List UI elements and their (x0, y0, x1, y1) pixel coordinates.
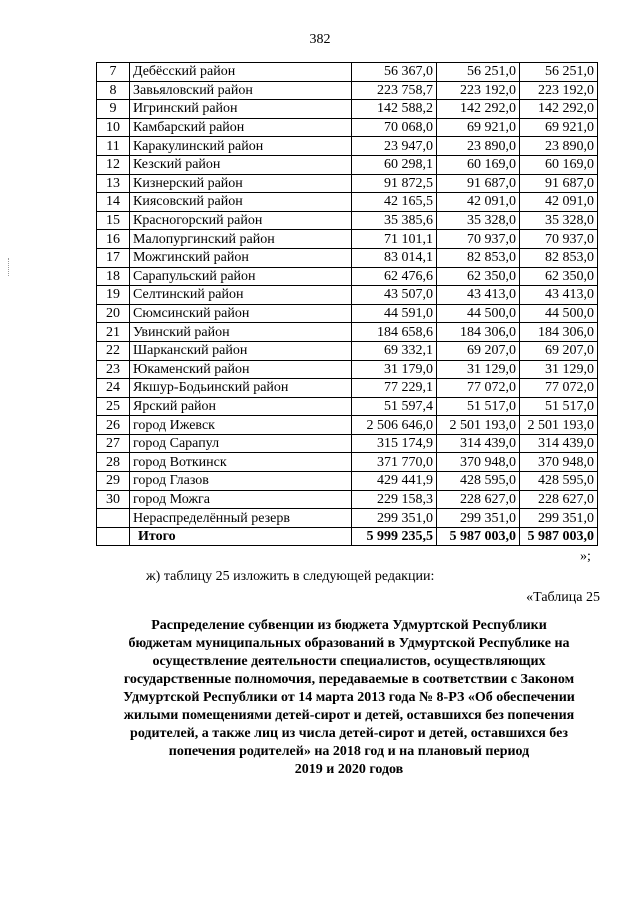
table-row (97, 81, 598, 100)
row-number: 18 (97, 267, 130, 286)
municipality-name: Якшур-Бодьинский район (130, 379, 352, 398)
value-2020: 31 129,0 (520, 360, 598, 379)
value-2019: 184 306,0 (437, 323, 520, 342)
row-number: 26 (97, 416, 130, 435)
value-2018: 71 101,1 (352, 230, 437, 249)
table-row (97, 453, 598, 472)
table-row (97, 100, 598, 119)
value-2018: 83 014,1 (352, 248, 437, 267)
table-row (97, 174, 598, 193)
row-number: 19 (97, 286, 130, 305)
table-row (97, 155, 598, 174)
value-2020: 2 501 193,0 (520, 416, 598, 435)
table-total-row (97, 527, 598, 546)
row-number: 20 (97, 304, 130, 323)
municipality-name: город Глазов (130, 472, 352, 491)
value-2019: 51 517,0 (437, 397, 520, 416)
value-2019: 314 439,0 (437, 434, 520, 453)
table-row (97, 267, 598, 286)
row-number: 28 (97, 453, 130, 472)
value-2019: 31 129,0 (437, 360, 520, 379)
row-number: 25 (97, 397, 130, 416)
value-2020: 91 687,0 (520, 174, 598, 193)
closing-quote: »; (580, 549, 591, 564)
municipality-name: Кизнерский район (130, 174, 352, 193)
heading-line: родителей, а также лиц из числа детей-сирот и детей, оставшихся без (130, 726, 568, 741)
row-number: 23 (97, 360, 130, 379)
value-2020: 35 328,0 (520, 211, 598, 230)
municipality-name: Красногорский район (130, 211, 352, 230)
table-row (97, 211, 598, 230)
value-2020: 370 948,0 (520, 453, 598, 472)
municipality-name: Шарканский район (130, 341, 352, 360)
municipality-name: Ярский район (130, 397, 352, 416)
row-number: 30 (97, 490, 130, 509)
value-2019: 299 351,0 (437, 509, 520, 528)
municipality-name: Нераспределённый резерв (130, 509, 352, 528)
value-2019: 60 169,0 (437, 155, 520, 174)
table-row (97, 509, 598, 528)
row-number: 12 (97, 155, 130, 174)
municipality-name: Камбарский район (130, 118, 352, 137)
amendment-text: ж) таблицу 25 изложить в следующей редакции: (146, 569, 435, 584)
value-2019: 2 501 193,0 (437, 416, 520, 435)
value-2019: 56 251,0 (437, 63, 520, 82)
value-2018: 2 506 646,0 (352, 416, 437, 435)
value-2020: 44 500,0 (520, 304, 598, 323)
table-row (97, 323, 598, 342)
value-2019: 428 595,0 (437, 472, 520, 491)
value-2018: 142 588,2 (352, 100, 437, 119)
municipality-name: Сюмсинский район (130, 304, 352, 323)
value-2020: 70 937,0 (520, 230, 598, 249)
value-2018: 23 947,0 (352, 137, 437, 156)
value-2020: 62 350,0 (520, 267, 598, 286)
table-row (97, 341, 598, 360)
value-2018: 51 597,4 (352, 397, 437, 416)
value-2018: 43 507,0 (352, 286, 437, 305)
row-number (97, 509, 130, 528)
value-2018: 31 179,0 (352, 360, 437, 379)
value-2018: 56 367,0 (352, 63, 437, 82)
margin-mark (8, 258, 10, 276)
municipality-name: Завьяловский район (130, 81, 352, 100)
value-2018: 229 158,3 (352, 490, 437, 509)
value-2020: 23 890,0 (520, 137, 598, 156)
table-row (97, 379, 598, 398)
value-2020: 184 306,0 (520, 323, 598, 342)
row-number: 7 (97, 63, 130, 82)
row-number: 8 (97, 81, 130, 100)
municipality-name: Увинский район (130, 323, 352, 342)
value-2020: 77 072,0 (520, 379, 598, 398)
value-2018: 91 872,5 (352, 174, 437, 193)
value-2019: 142 292,0 (437, 100, 520, 119)
row-number: 17 (97, 248, 130, 267)
row-number: 9 (97, 100, 130, 119)
value-2020: 42 091,0 (520, 193, 598, 212)
value-2018: 44 591,0 (352, 304, 437, 323)
table-row (97, 304, 598, 323)
value-2020: 51 517,0 (520, 397, 598, 416)
value-2018: 299 351,0 (352, 509, 437, 528)
total-2020: 5 987 003,0 (520, 527, 598, 546)
value-2019: 43 413,0 (437, 286, 520, 305)
value-2020: 56 251,0 (520, 63, 598, 82)
value-2019: 70 937,0 (437, 230, 520, 249)
table-row (97, 118, 598, 137)
municipality-name: Каракулинский район (130, 137, 352, 156)
value-2019: 42 091,0 (437, 193, 520, 212)
table-row (97, 360, 598, 379)
value-2019: 91 687,0 (437, 174, 520, 193)
heading-line: Удмуртской Республики от 14 марта 2013 года № 8-РЗ «Об обеспечении (123, 690, 575, 705)
value-2019: 23 890,0 (437, 137, 520, 156)
value-2019: 228 627,0 (437, 490, 520, 509)
value-2018: 77 229,1 (352, 379, 437, 398)
municipality-name: Можгинский район (130, 248, 352, 267)
heading-line: осуществление деятельности специалистов, осуществляющих (152, 654, 546, 669)
row-number: 24 (97, 379, 130, 398)
heading-line: 2019 и 2020 годов (294, 762, 404, 777)
value-2020: 60 169,0 (520, 155, 598, 174)
value-2019: 44 500,0 (437, 304, 520, 323)
value-2018: 62 476,6 (352, 267, 437, 286)
value-2020: 69 921,0 (520, 118, 598, 137)
table-row (97, 434, 598, 453)
municipality-name: Киясовский район (130, 193, 352, 212)
total-2018: 5 999 235,5 (352, 527, 437, 546)
value-2018: 223 758,7 (352, 81, 437, 100)
municipality-name: город Ижевск (130, 416, 352, 435)
row-number: 22 (97, 341, 130, 360)
municipality-name: город Можга (130, 490, 352, 509)
total-label: Итого (130, 527, 352, 546)
municipality-name: Дебёсский район (130, 63, 352, 82)
value-2018: 184 658,6 (352, 323, 437, 342)
value-2018: 70 068,0 (352, 118, 437, 137)
value-2019: 35 328,0 (437, 211, 520, 230)
municipality-name: город Сарапул (130, 434, 352, 453)
row-number: 10 (97, 118, 130, 137)
heading-line: Распределение субвенции из бюджета Удмуртской Республики (151, 618, 547, 633)
row-number: 11 (97, 137, 130, 156)
table-row (97, 137, 598, 156)
row-number: 21 (97, 323, 130, 342)
row-number (97, 527, 130, 546)
table-row (97, 472, 598, 491)
table-label: «Таблица 25 (526, 590, 600, 605)
heading-line: жилыми помещениями детей-сирот и детей, оставшихся без попечения (123, 708, 575, 723)
municipality-name: Кезский район (130, 155, 352, 174)
value-2018: 35 385,6 (352, 211, 437, 230)
value-2018: 60 298,1 (352, 155, 437, 174)
value-2019: 77 072,0 (437, 379, 520, 398)
table-row (97, 193, 598, 212)
table-row (97, 230, 598, 249)
value-2020: 314 439,0 (520, 434, 598, 453)
table-body (97, 63, 598, 546)
value-2020: 69 207,0 (520, 341, 598, 360)
page-number: 382 (309, 32, 331, 47)
municipality-name: Юкаменский район (130, 360, 352, 379)
row-number: 14 (97, 193, 130, 212)
table-row (97, 286, 598, 305)
value-2019: 62 350,0 (437, 267, 520, 286)
heading-line: государственные полномочия, передаваемые в соответствии с Законом (123, 672, 575, 687)
value-2019: 82 853,0 (437, 248, 520, 267)
value-2020: 223 192,0 (520, 81, 598, 100)
municipality-name: Малопургинский район (130, 230, 352, 249)
value-2020: 82 853,0 (520, 248, 598, 267)
row-number: 29 (97, 472, 130, 491)
table-row (97, 397, 598, 416)
table-row (97, 248, 598, 267)
subsidy-table (96, 62, 598, 546)
value-2020: 299 351,0 (520, 509, 598, 528)
table-row (97, 490, 598, 509)
document-heading (96, 617, 602, 779)
row-number: 16 (97, 230, 130, 249)
row-number: 15 (97, 211, 130, 230)
value-2018: 429 441,9 (352, 472, 437, 491)
value-2019: 370 948,0 (437, 453, 520, 472)
value-2019: 69 207,0 (437, 341, 520, 360)
value-2018: 69 332,1 (352, 341, 437, 360)
heading-line: бюджетам муниципальных образований в Удмуртской Республике на (128, 636, 570, 651)
value-2019: 223 192,0 (437, 81, 520, 100)
municipality-name: город Воткинск (130, 453, 352, 472)
value-2018: 315 174,9 (352, 434, 437, 453)
value-2020: 428 595,0 (520, 472, 598, 491)
municipality-name: Сарапульский район (130, 267, 352, 286)
heading-line: попечения родителей» на 2018 год и на плановый период (168, 744, 530, 759)
value-2020: 142 292,0 (520, 100, 598, 119)
value-2018: 42 165,5 (352, 193, 437, 212)
table-row (97, 416, 598, 435)
municipality-name: Игринский район (130, 100, 352, 119)
table-row (97, 63, 598, 82)
value-2020: 43 413,0 (520, 286, 598, 305)
value-2019: 69 921,0 (437, 118, 520, 137)
row-number: 13 (97, 174, 130, 193)
municipality-name: Селтинский район (130, 286, 352, 305)
row-number: 27 (97, 434, 130, 453)
value-2020: 228 627,0 (520, 490, 598, 509)
total-2019: 5 987 003,0 (437, 527, 520, 546)
value-2018: 371 770,0 (352, 453, 437, 472)
